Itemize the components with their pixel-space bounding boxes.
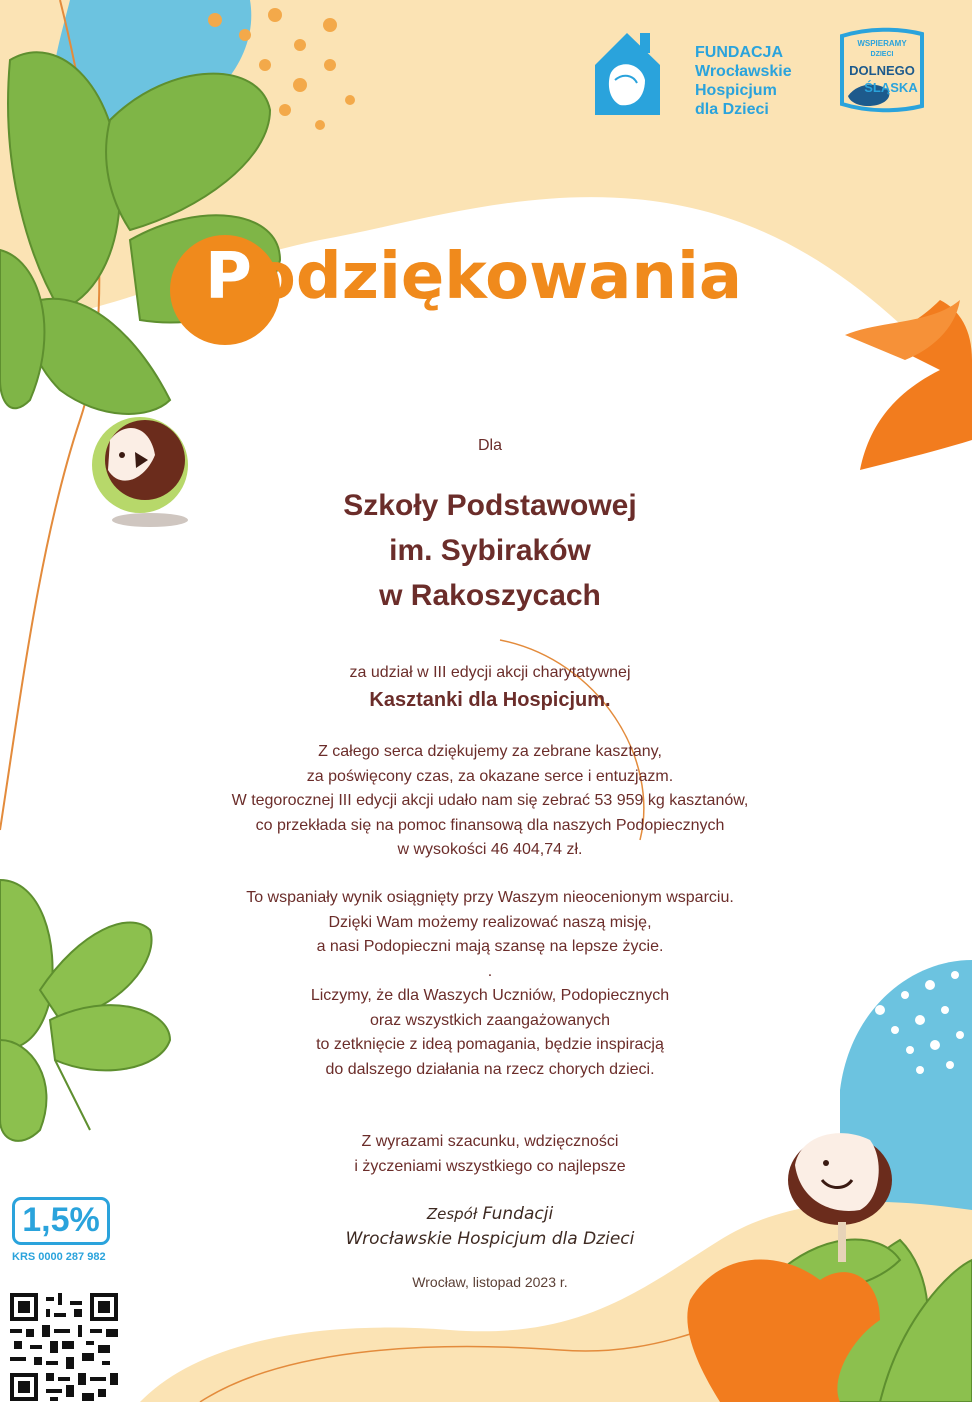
p1-line-2: za poświęcony czas, za okazane serce i entuzjazm. bbox=[306, 767, 674, 785]
school-name bbox=[160, 483, 820, 618]
title-first-letter: P bbox=[205, 240, 252, 314]
page-title bbox=[205, 240, 825, 314]
p2-line-3: a nasi Podopieczni mają szansę na lepsze życie. bbox=[316, 938, 664, 955]
krs-number: KRS 0000 287 982 bbox=[12, 1251, 106, 1263]
qr-code-icon[interactable] bbox=[10, 1293, 118, 1401]
badge-mid-text: DZIECI bbox=[870, 51, 894, 58]
house-hand-icon bbox=[585, 25, 670, 117]
signature-prefix: Zespół bbox=[426, 1205, 478, 1223]
tax-percent-badge: 1,5% bbox=[12, 1197, 110, 1245]
body-paragraph-1 bbox=[160, 740, 820, 863]
signature-rest: Fundacji bbox=[482, 1204, 554, 1224]
p2-line-8: do dalszego działania na rzecz chorych dzieci. bbox=[325, 1060, 655, 1078]
p1-line-1: Z całego serca dziękujemy za zebrane kasztany, bbox=[318, 743, 662, 760]
logo-line-1: FUNDACJA bbox=[695, 44, 783, 61]
signature bbox=[160, 1202, 820, 1252]
school-line-3: w Rakoszycach bbox=[379, 579, 601, 612]
logo-line-2: Wrocławskie bbox=[695, 63, 792, 80]
foundation-logo bbox=[585, 25, 805, 120]
p1-line-3: W tegorocznej III edycji akcji udało nam się zebrać 53 959 kg kasztanów, bbox=[231, 792, 749, 809]
badge-top-text: WSPIERAMY bbox=[857, 39, 907, 48]
body-paragraph-2 bbox=[160, 886, 820, 1082]
closing-line-1: Z wyrazami szacunku, wdzięczności bbox=[361, 1133, 619, 1150]
logo-line-3: Hospicjum bbox=[695, 82, 777, 99]
action-name: Kasztanki dla Hospicjum. bbox=[369, 689, 611, 711]
logo-line-4: dla Dzieci bbox=[695, 101, 769, 118]
badge-line-2: ŚLĄSKA bbox=[864, 80, 918, 95]
reason-intro: za udział w III edycji akcji charytatywnej bbox=[349, 664, 631, 681]
p2-line-4: . bbox=[487, 962, 493, 980]
badge-line-1: DOLNEGO bbox=[849, 63, 915, 78]
closing bbox=[160, 1130, 820, 1179]
school-line-2: im. Sybiraków bbox=[389, 534, 591, 567]
p2-line-5: Liczymy, że dla Waszych Uczniów, Podopiecznych bbox=[310, 987, 670, 1004]
title-rest: odziękowania bbox=[251, 240, 743, 314]
p2-line-1: To wspaniały wynik osiągnięty przy Waszym nieocenionym wsparciu. bbox=[246, 889, 734, 906]
signature-line-2: Wrocławskie Hospicjum dla Dzieci bbox=[345, 1229, 635, 1249]
closing-line-2: i życzeniami wszystkiego co najlepsze bbox=[354, 1157, 626, 1175]
dolny-slask-badge bbox=[838, 26, 926, 116]
p2-line-7: to zetknięcie z ideą pomagania, będzie inspiracją bbox=[316, 1036, 664, 1053]
leaves-bottom-left bbox=[0, 880, 170, 1141]
for-label: Dla bbox=[477, 437, 502, 454]
p1-line-5: w wysokości 46 404,74 zł. bbox=[397, 841, 583, 858]
school-line-1: Szkoły Podstawowej bbox=[343, 489, 637, 522]
place-date: Wrocław, listopad 2023 r. bbox=[412, 1274, 568, 1290]
orange-leaf-top-right bbox=[845, 300, 972, 470]
p2-line-2: Dzięki Wam możemy realizować naszą misję, bbox=[328, 913, 652, 931]
p2-line-6: oraz wszystkich zaangażowanych bbox=[369, 1011, 611, 1029]
p1-line-4: co przekłada się na pomoc finansową dla naszych Podopiecznych bbox=[255, 816, 725, 834]
